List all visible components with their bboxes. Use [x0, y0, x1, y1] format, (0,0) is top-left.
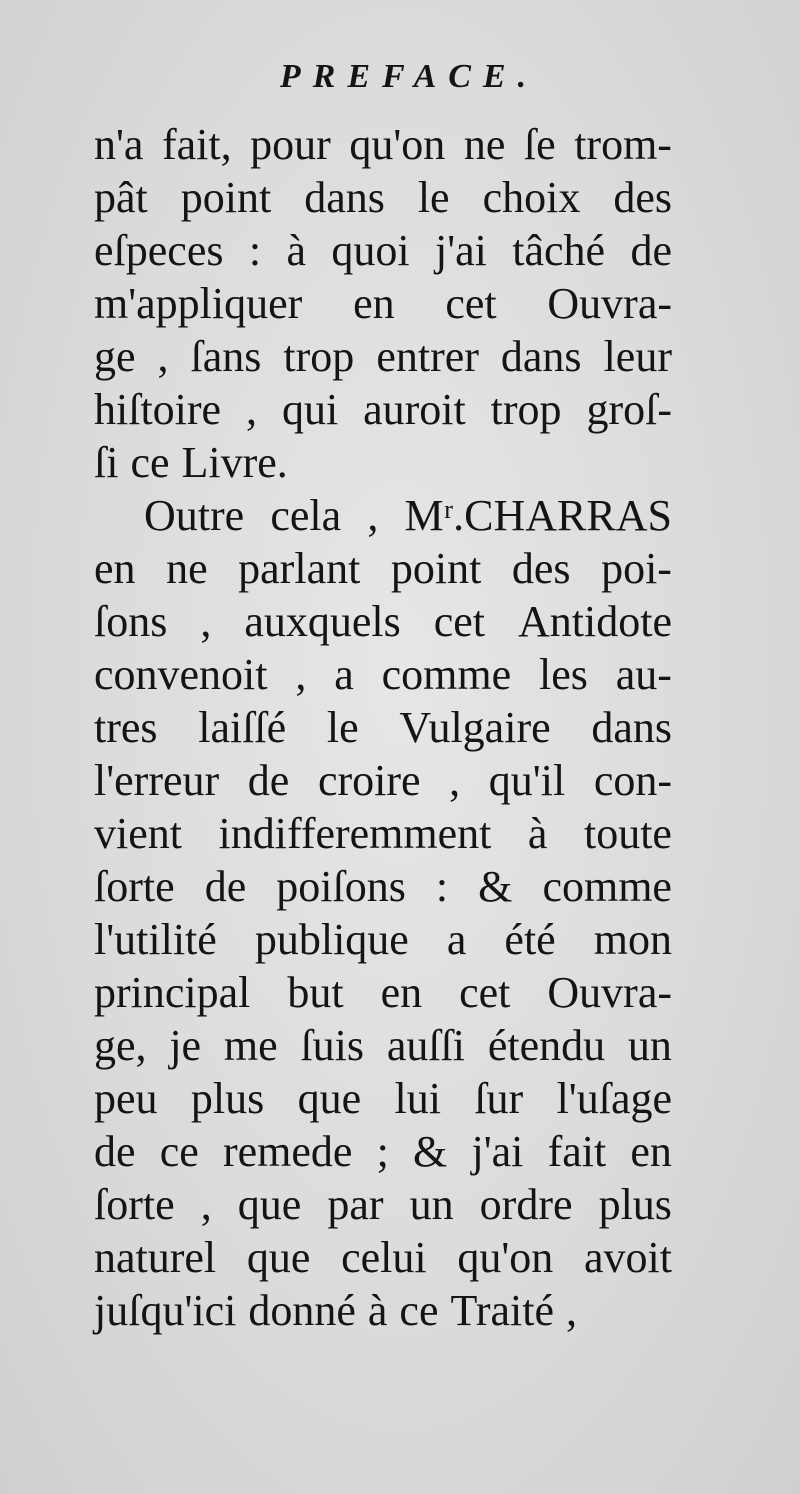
word: groſ-: [586, 385, 672, 434]
word: ;: [376, 1127, 389, 1176]
word: ſi: [94, 438, 119, 487]
word: vient: [94, 809, 182, 858]
word: auſſi: [386, 1021, 466, 1070]
word: &: [413, 1127, 448, 1176]
word: pour: [250, 120, 331, 169]
word: je: [169, 1021, 202, 1070]
word: peu: [94, 1074, 158, 1123]
word: été: [504, 915, 556, 964]
text-line: [94, 224, 672, 277]
text-line: [94, 330, 672, 383]
word: leur: [603, 332, 672, 381]
word: me: [223, 1021, 278, 1070]
word: étendu: [487, 1021, 606, 1070]
word: tâché: [512, 226, 606, 275]
word: plus: [190, 1074, 265, 1123]
word: par: [327, 1180, 384, 1229]
word: ,: [200, 597, 212, 646]
word: ſorte: [94, 862, 175, 911]
word: n'a: [94, 120, 144, 169]
word: mon: [593, 915, 672, 964]
word: point: [390, 544, 482, 593]
word: indifferemment: [218, 809, 492, 858]
text-line: [94, 1284, 672, 1337]
word: Ouvra-: [547, 968, 672, 1017]
word: plus: [598, 1180, 672, 1229]
word: fait,: [162, 120, 232, 169]
body-text: [94, 118, 672, 1337]
word: Traité: [450, 1286, 554, 1335]
word: des: [613, 173, 672, 222]
word: à: [367, 1286, 388, 1335]
word: juſqu'ici: [94, 1286, 237, 1335]
word: ne: [463, 120, 506, 169]
word: l'utilité: [94, 915, 217, 964]
word: ce: [159, 1127, 199, 1176]
word: ge,: [94, 1021, 147, 1070]
word: a: [334, 650, 354, 699]
word: cet: [445, 279, 497, 328]
word: que: [297, 1074, 362, 1123]
word: j'ai: [471, 1127, 524, 1176]
text-line: [94, 648, 672, 701]
word: trop: [490, 385, 562, 434]
word: trom-: [574, 120, 672, 169]
text-line: [94, 701, 672, 754]
word: ne: [166, 544, 208, 593]
word: que: [237, 1180, 302, 1229]
word: dans: [591, 703, 672, 752]
text-line: [94, 542, 672, 595]
text-line: [94, 383, 672, 436]
word: ge: [94, 332, 136, 381]
word: ,: [449, 756, 461, 805]
word: ſons: [94, 597, 168, 646]
text-line: [94, 754, 672, 807]
word: ſe: [523, 120, 556, 169]
word: ſuis: [300, 1021, 365, 1070]
word: Vulgaire: [399, 703, 551, 752]
word: Antidote: [518, 597, 672, 646]
word: Mʳ.CHARRAS: [404, 491, 672, 540]
text-line: [94, 913, 672, 966]
text-line: [94, 1125, 672, 1178]
word: en: [380, 968, 423, 1017]
word: naturel: [94, 1233, 217, 1282]
word: :: [248, 226, 262, 275]
word: l'uſage: [556, 1074, 672, 1123]
text-line: [94, 595, 672, 648]
word: ordre: [479, 1180, 573, 1229]
text-line: [94, 1178, 672, 1231]
word: qu'on: [349, 120, 446, 169]
word: :: [435, 862, 449, 911]
word: &: [478, 862, 513, 911]
word: qu'il: [488, 756, 566, 805]
word: Outre: [144, 491, 245, 540]
word: un: [627, 1021, 672, 1070]
text-line: [94, 277, 672, 330]
text-line: [94, 171, 672, 224]
word: ſans: [190, 332, 262, 381]
word: de: [94, 1127, 136, 1176]
word: hiſtoire: [94, 385, 222, 434]
word: ,: [157, 332, 169, 381]
word: au-: [615, 650, 672, 699]
word: à: [527, 809, 548, 858]
word: ſorte: [94, 1180, 175, 1229]
word: des: [511, 544, 571, 593]
word: celui: [341, 1233, 427, 1282]
word: ,: [200, 1180, 212, 1229]
word: en: [630, 1127, 672, 1176]
word: trop: [283, 332, 355, 381]
word: ,: [565, 1286, 577, 1335]
word: ſur: [474, 1074, 524, 1123]
word: Livre.: [181, 438, 288, 487]
word: fait: [547, 1127, 607, 1176]
text-line: [94, 966, 672, 1019]
word: comme: [542, 862, 672, 911]
word: de: [204, 862, 247, 911]
word: con-: [593, 756, 672, 805]
word: qui: [281, 385, 339, 434]
word: lui: [394, 1074, 441, 1123]
word: à: [286, 226, 306, 275]
word: dans: [500, 332, 582, 381]
word: le: [326, 703, 359, 752]
word: laiſſé: [198, 703, 287, 752]
word: en: [353, 279, 395, 328]
word: de: [630, 226, 672, 275]
text-line: [94, 489, 672, 542]
word: donné: [248, 1286, 356, 1335]
word: le: [417, 173, 450, 222]
word: en: [94, 544, 136, 593]
word: a: [446, 915, 467, 964]
word: convenoit: [94, 650, 268, 699]
word: dans: [304, 173, 385, 222]
word: poiſons: [276, 862, 406, 911]
word: Ouvra-: [547, 279, 672, 328]
word: qu'on: [457, 1233, 554, 1282]
word: publique: [254, 915, 409, 964]
word: parlant: [238, 544, 361, 593]
word: auroit: [363, 385, 466, 434]
text-line: [94, 1072, 672, 1125]
word: choix: [482, 173, 581, 222]
word: entrer: [376, 332, 479, 381]
word: but: [287, 968, 344, 1017]
word: eſpeces: [94, 226, 224, 275]
word: cet: [459, 968, 511, 1017]
word: point: [180, 173, 272, 222]
word: principal: [94, 968, 251, 1017]
word: quoi: [331, 226, 410, 275]
word: de: [247, 756, 290, 805]
word: avoit: [583, 1233, 672, 1282]
word: ce: [399, 1286, 439, 1335]
text-line: [94, 807, 672, 860]
text-line: [94, 860, 672, 913]
word: l'erreur: [94, 756, 220, 805]
word: comme: [381, 650, 512, 699]
text-line: [94, 436, 672, 489]
text-line: [94, 118, 672, 171]
word: toute: [583, 809, 672, 858]
word: croire: [317, 756, 421, 805]
word: ,: [295, 650, 307, 699]
word: cela: [270, 491, 342, 540]
word: ,: [367, 491, 379, 540]
word: j'ai: [434, 226, 487, 275]
text-line: [94, 1019, 672, 1072]
word: auxquels: [244, 597, 401, 646]
text-line: [94, 1231, 672, 1284]
word: ,: [246, 385, 258, 434]
word: remede: [222, 1127, 353, 1176]
word: cet: [433, 597, 486, 646]
word: tres: [94, 703, 158, 752]
word: ce: [130, 438, 170, 487]
word: poi-: [601, 544, 672, 593]
word: pât: [94, 173, 148, 222]
word: que: [246, 1233, 311, 1282]
running-header: PREFACE.: [279, 58, 539, 95]
word: un: [409, 1180, 454, 1229]
word: m'appliquer: [94, 279, 303, 328]
word: les: [539, 650, 588, 699]
